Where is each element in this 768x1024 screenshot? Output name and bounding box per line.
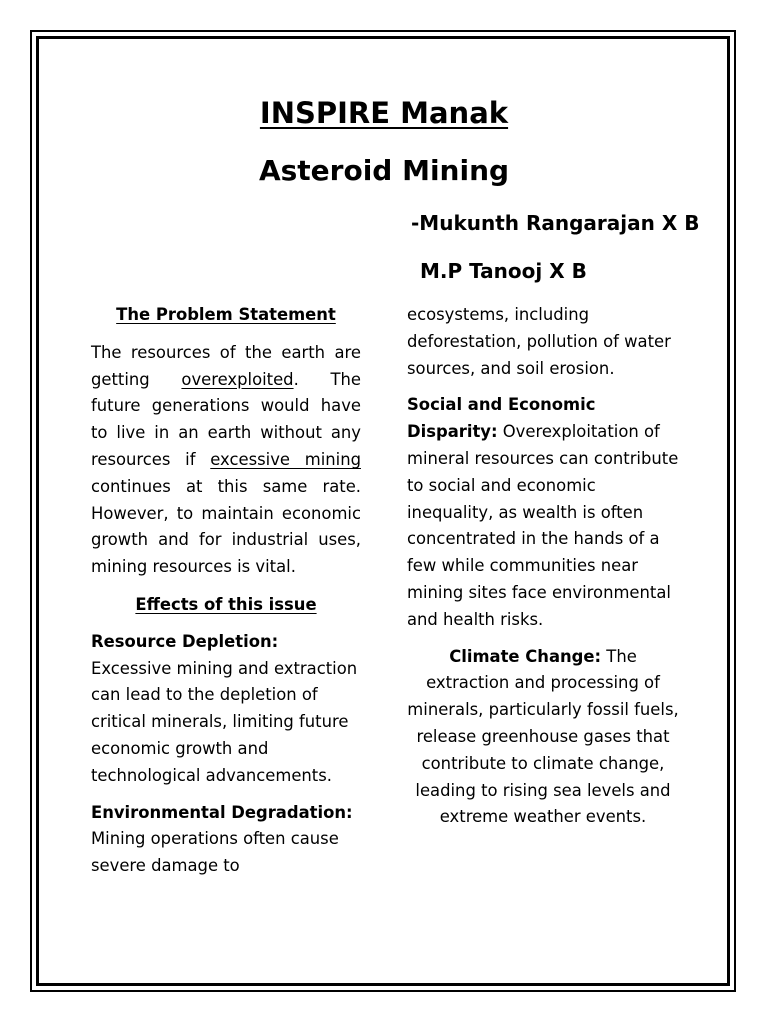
climate-text: The extraction and processing of minerals, particularly fossil fuels, release greenhouse gases that contribute to climate change, leading to rising sea levels and extreme weather events. — [407, 646, 679, 827]
depletion-text: Excessive mining and extraction can lead to the depletion of critical minerals, limiting future economic growth and technological advancements. — [91, 658, 358, 785]
problem-underline-1: overexploited — [181, 369, 294, 389]
author-1: -Mukunth Rangarajan X B — [411, 211, 700, 235]
depletion-title: Resource Depletion: — [91, 631, 279, 651]
problem-paragraph — [91, 340, 361, 581]
page-title: INSPIRE Manak — [259, 96, 509, 130]
problem-text-3: continues at this same rate. However, to maintain economic growth and for industrial uses, mining resources is vital. — [91, 476, 361, 577]
depletion-paragraph — [91, 629, 361, 790]
disparity-title: Social and Economic Disparity: — [407, 395, 596, 442]
right-column — [407, 302, 679, 831]
author-2: M.P Tanooj X B — [420, 259, 587, 283]
degradation-title: Environmental Degradation: — [91, 802, 353, 822]
problem-heading: The Problem Statement — [116, 305, 336, 324]
degradation-continued: ecosystems, including deforestation, pollution of water sources, and soil erosion. — [407, 305, 671, 378]
degradation-paragraph — [91, 800, 361, 880]
effects-heading: Effects of this issue — [135, 594, 317, 614]
problem-underline-2: excessive mining — [210, 449, 361, 469]
page-subtitle: Asteroid Mining — [258, 154, 510, 187]
degradation-text: Mining operations often cause severe damage to — [91, 829, 339, 876]
disparity-text: Overexploitation of mineral resources can contribute to social and economic inequality, as wealth is often concentrated in the hands of a few while communities near mining sites face environmental and health risks. — [407, 422, 679, 629]
problem-text-1: The resources of the earth are getting — [91, 342, 361, 389]
climate-title: Climate Change: — [449, 646, 602, 666]
problem-text-2: . The future generations would have to live in an earth without any resources if — [91, 369, 361, 469]
climate-paragraph — [407, 644, 679, 832]
disparity-paragraph — [407, 392, 679, 633]
left-column — [91, 302, 361, 880]
